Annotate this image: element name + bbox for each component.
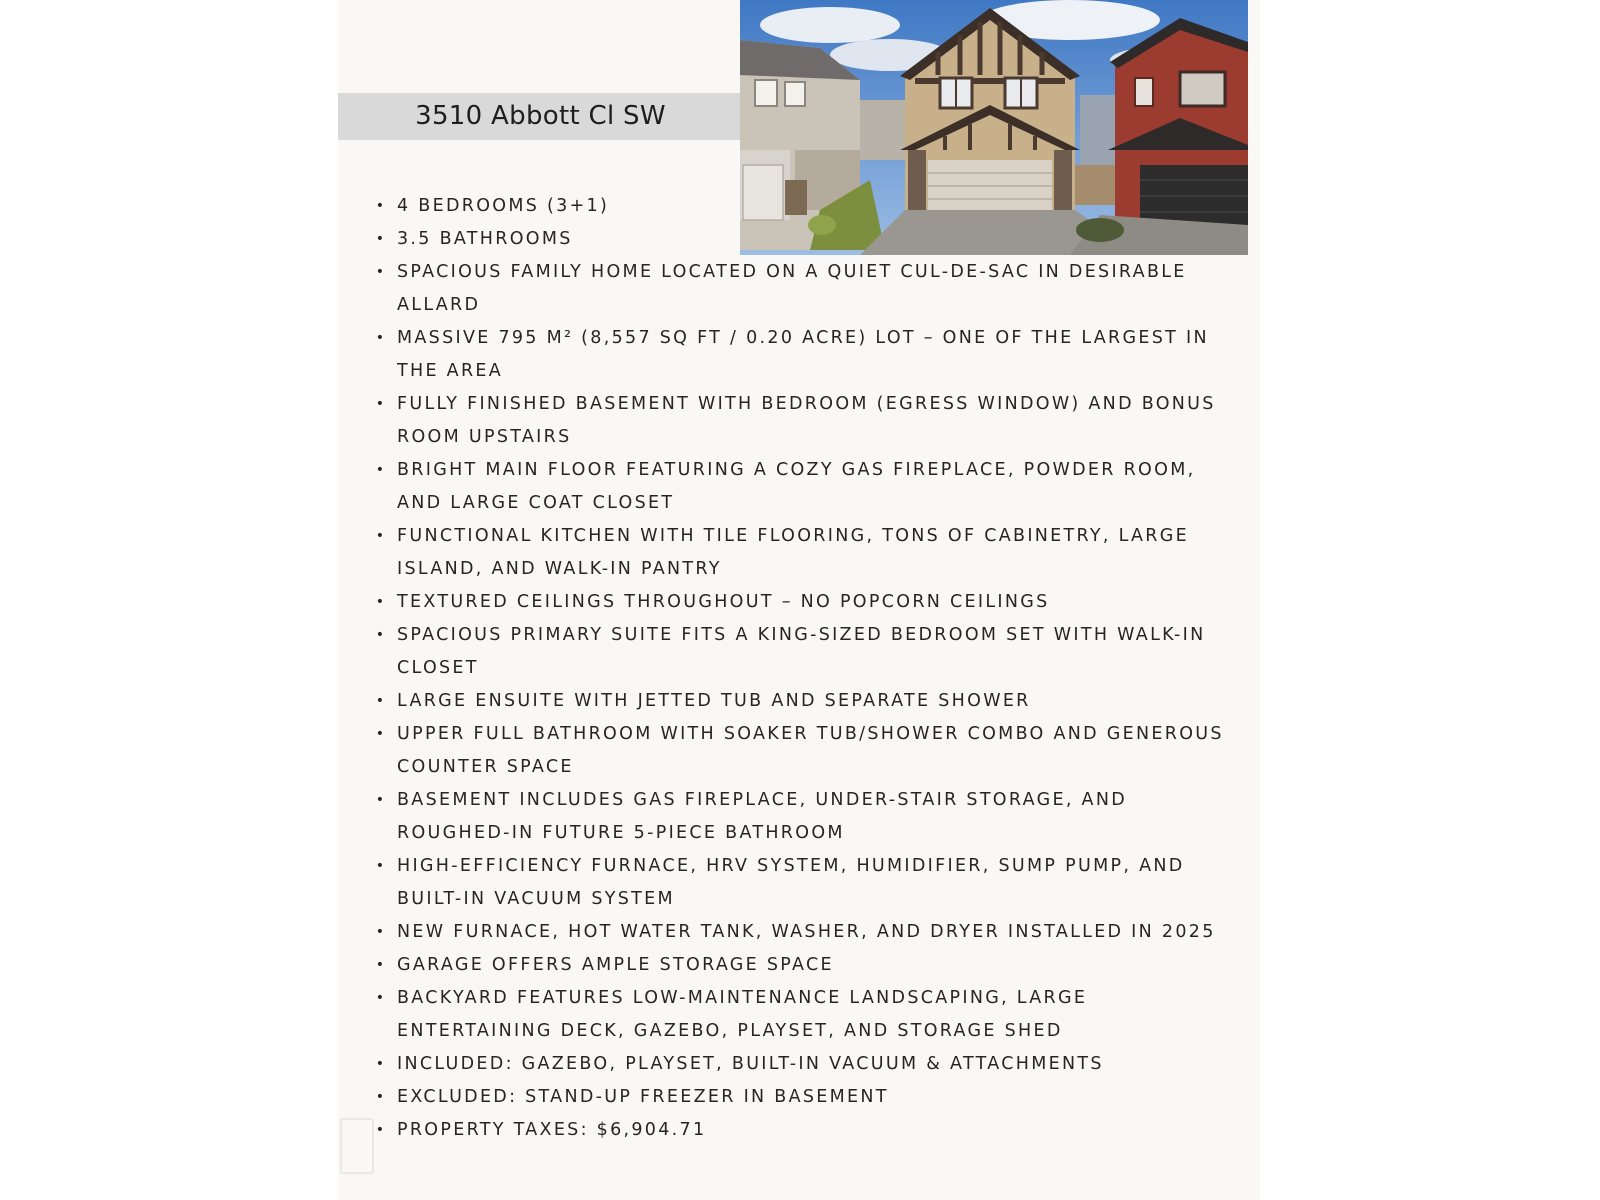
feature-item [374,619,1234,685]
feature-item [374,1081,1234,1114]
bullet-icon: • [375,1122,387,1138]
feature-item [374,718,1234,784]
feature-item [374,454,1234,520]
feature-item [374,388,1234,454]
feature-item [374,190,1234,223]
bullet-icon: • [375,462,387,478]
feature-item [374,916,1234,949]
feature-item [374,949,1234,982]
feature-item [374,850,1234,916]
bullet-icon: • [375,957,387,973]
feature-text: 3.5 BATHROOMS [397,229,573,249]
feature-text: FULLY FINISHED BASEMENT WITH BEDROOM (EGRESS WINDOW) AND BONUS ROOM UPSTAIRS [397,394,1216,447]
bullet-icon: • [375,594,387,610]
feature-text: BRIGHT MAIN FLOOR FEATURING A COZY GAS FIREPLACE, POWDER ROOM, AND LARGE COAT CLOSET [397,460,1196,513]
feature-text: BACKYARD FEATURES LOW-MAINTENANCE LANDSCAPING, LARGE ENTERTAINING DECK, GAZEBO, PLAYSET, AND STORAGE SHED [397,988,1088,1041]
listing-flyer [338,0,1260,1200]
bullet-icon: • [375,528,387,544]
feature-text: SPACIOUS FAMILY HOME LOCATED ON A QUIET CUL-DE-SAC IN DESIRABLE ALLARD [397,262,1187,315]
bullet-icon: • [375,198,387,214]
bullet-icon: • [375,924,387,940]
feature-item [374,1114,1234,1147]
feature-item [374,784,1234,850]
feature-item [374,520,1234,586]
bullet-icon: • [375,792,387,808]
bullet-icon: • [375,627,387,643]
bullet-icon: • [375,330,387,346]
feature-text: MASSIVE 795 M² (8,557 SQ FT / 0.20 ACRE) LOT – ONE OF THE LARGEST IN THE AREA [397,328,1209,381]
bullet-icon: • [375,1089,387,1105]
feature-item [374,256,1234,322]
feature-item [374,982,1234,1048]
bullet-icon: • [375,693,387,709]
feature-item [374,223,1234,256]
bullet-icon: • [375,726,387,742]
feature-text: LARGE ENSUITE WITH JETTED TUB AND SEPARATE SHOWER [397,691,1031,711]
feature-item [374,322,1234,388]
bullet-icon: • [375,1056,387,1072]
feature-item [374,586,1234,619]
feature-text: FUNCTIONAL KITCHEN WITH TILE FLOORING, TONS OF CABINETRY, LARGE ISLAND, AND WALK-IN PANTRY [397,526,1189,579]
feature-text: HIGH-EFFICIENCY FURNACE, HRV SYSTEM, HUMIDIFIER, SUMP PUMP, AND BUILT-IN VACUUM SYSTEM [397,856,1185,909]
feature-item [374,1048,1234,1081]
feature-text: TEXTURED CEILINGS THROUGHOUT – NO POPCORN CEILINGS [397,592,1050,612]
feature-text: EXCLUDED: STAND-UP FREEZER IN BASEMENT [397,1087,889,1107]
bullet-icon: • [375,858,387,874]
feature-text: GARAGE OFFERS AMPLE STORAGE SPACE [397,955,834,975]
feature-text: 4 BEDROOMS (3+1) [397,196,610,216]
feature-text: NEW FURNACE, HOT WATER TANK, WASHER, AND DRYER INSTALLED IN 2025 [397,922,1216,942]
feature-text: UPPER FULL BATHROOM WITH SOAKER TUB/SHOWER COMBO AND GENEROUS COUNTER SPACE [397,724,1224,777]
feature-text: BASEMENT INCLUDES GAS FIREPLACE, UNDER-STAIR STORAGE, AND ROUGHED-IN FUTURE 5-PIECE BATHROOM [397,790,1127,843]
bullet-icon: • [375,990,387,1006]
bullet-icon: • [375,264,387,280]
realtor-logo-mark [340,1118,374,1174]
feature-item [374,685,1234,718]
feature-list [374,190,1234,1147]
bullet-icon: • [375,396,387,412]
feature-text: SPACIOUS PRIMARY SUITE FITS A KING-SIZED BEDROOM SET WITH WALK-IN CLOSET [397,625,1206,678]
bullet-icon: • [375,231,387,247]
property-address: 3510 Abbott Cl SW [415,101,666,131]
feature-text: INCLUDED: GAZEBO, PLAYSET, BUILT-IN VACUUM & ATTACHMENTS [397,1054,1104,1074]
feature-text: PROPERTY TAXES: $6,904.71 [397,1120,707,1140]
address-banner [338,93,743,140]
